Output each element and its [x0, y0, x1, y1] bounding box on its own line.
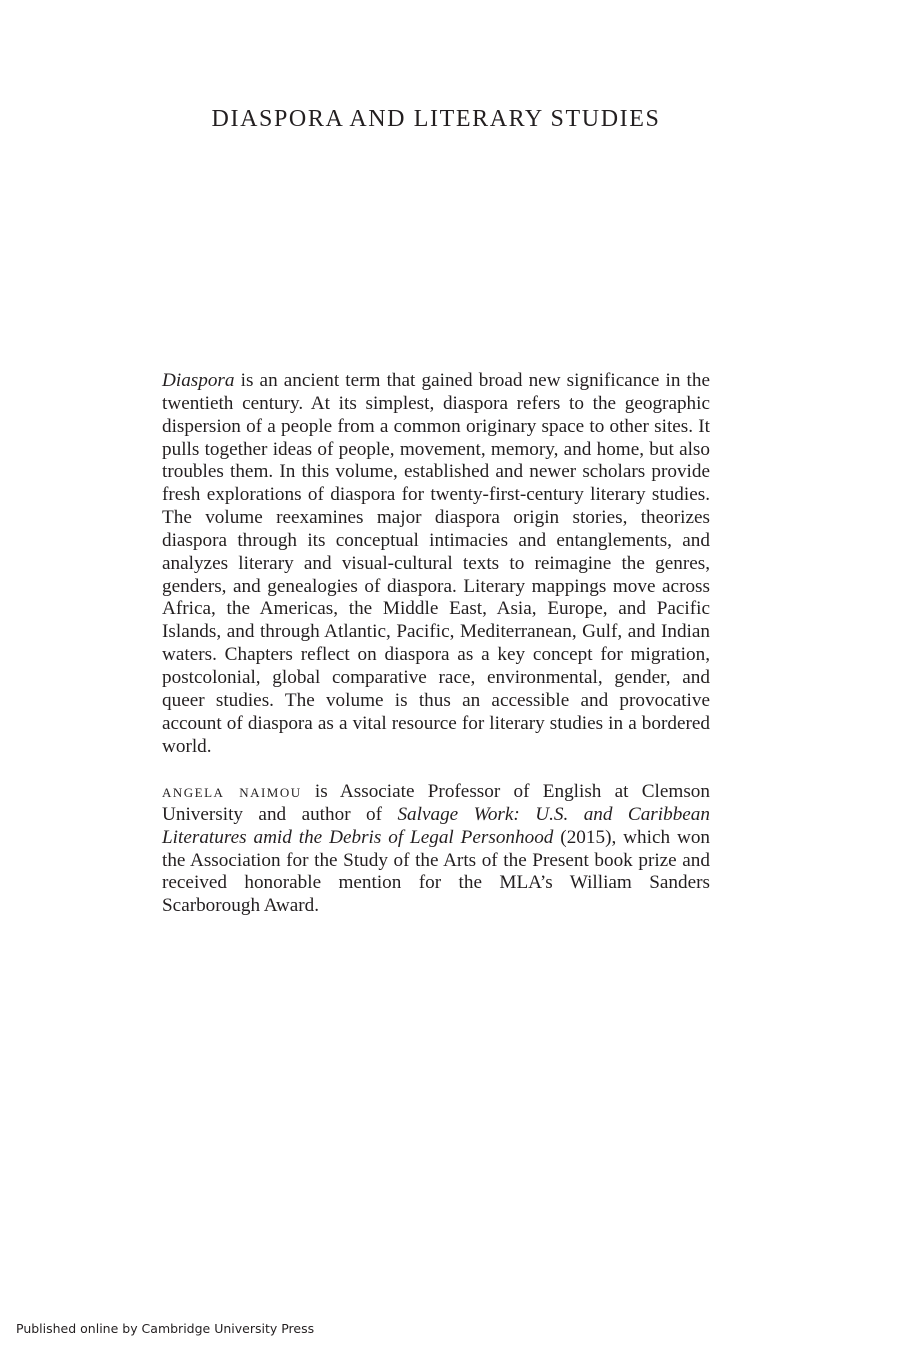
page-title: DIASPORA AND LITERARY STUDIES [211, 106, 661, 132]
author-name: angela naimou [162, 781, 302, 802]
author-bio-text-1: is Associate Professor of English at Clemson University and author of [162, 781, 710, 825]
book-description [162, 370, 710, 758]
author-bio-text-2: (2015), which won the Association for the Study of the Arts of the Present book prize and received honorable mention for the MLA’s William Sanders Scarborough Award. [162, 826, 711, 917]
author-bio [162, 781, 710, 918]
lead-term: Diaspora [162, 370, 235, 391]
description-body: is an ancient term that gained broad new significance in the twentieth century. At its simplest, diaspora refers to the geographic dispersion of a people from a common originary space to other sites. It pulls together ideas of people, movement, memory, and home, but also troubles them. In this volume, established and newer scholars provide fresh explorations of diaspora for twenty-first-century literary studies. The volume reexamines major diaspora origin stories, theorizes diaspora through its conceptual intimacies and entanglements, and analyzes literary and visual-cultural texts to reimagine the genres, genders, and genealogies of diaspora. Literary mappings move across Africa, the Americas, the Middle East, Asia, Europe, and Pacific Islands, and through Atlantic, Pacific, Mediterranean, Gulf, and Indian waters. Chapters reflect on diaspora as a key concept for migration, postcolonial, global comparative race, environmental, gender, and queer studies. The volume is thus an accessible and provocative account of diaspora as a vital resource for literary studies in a bordered world. [162, 370, 710, 757]
publisher-footer: Published online by Cambridge University Press [16, 1321, 315, 1336]
book-title: Salvage Work: U.S. and Caribbean Literatures amid the Debris of Legal Personhood [162, 803, 710, 848]
